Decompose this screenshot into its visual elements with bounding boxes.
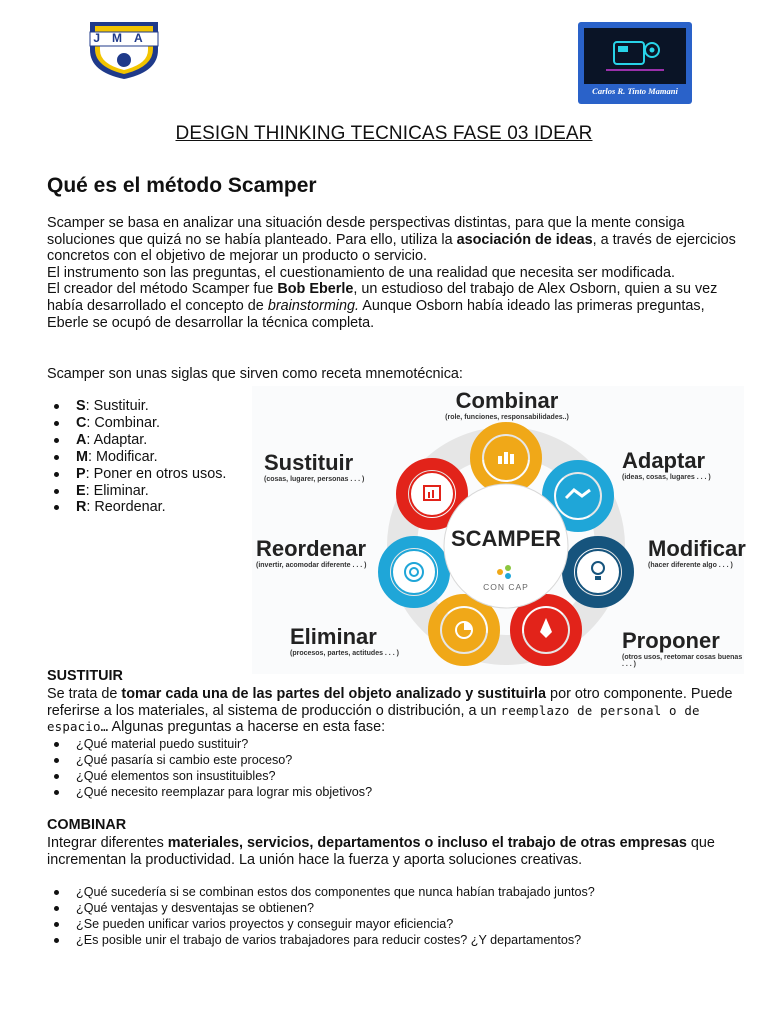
acronym-item	[48, 398, 258, 415]
combinar-text-c: que incrementan la productividad. La unión hace la fuerza y aporta soluciones creativas.	[47, 835, 715, 868]
acronym-letter: R	[76, 499, 87, 516]
label-reordenar	[256, 536, 384, 569]
label-modificar	[648, 536, 744, 569]
label-proponer	[622, 628, 744, 668]
p3-text-a: El creador del método Scamper fue	[47, 281, 278, 298]
question-item: ¿Qué sucedería si se combinan estos dos componentes que nunca habían trabajado juntos?	[48, 884, 738, 900]
school-logo-letters: JMA	[93, 31, 155, 45]
p1-text-c: , a través de ejercicios concretos con el objetivo de mejorar un producto o servicio.	[47, 231, 736, 265]
label-sustituir-title: Sustituir	[264, 450, 354, 475]
combinar-questions	[48, 884, 738, 948]
acronym-letter: C	[76, 414, 87, 431]
author-name: Carlos R. Tinto Mamani	[592, 86, 678, 96]
acronym-item	[48, 449, 258, 466]
intro-paragraph	[47, 215, 737, 331]
author-badge	[578, 22, 692, 104]
label-eliminar-title: Eliminar	[290, 624, 377, 649]
acronym-letter: A	[76, 431, 87, 448]
scamper-diagram	[252, 386, 744, 674]
label-proponer-sub: (otros usos, reetomar cosas buenas . . . )	[622, 654, 743, 668]
label-combinar-sub: (role, funciones, responsabilidades..)	[445, 414, 569, 421]
mnemonic-intro: Scamper son unas siglas que sirven como receta mnemotécnica:	[47, 366, 463, 382]
acronym-text: : Poner en otros usos.	[85, 465, 227, 482]
p2-text: El instrumento son las preguntas, el cuestionamiento de una realidad que necesita ser modificada.	[47, 264, 675, 281]
sustituir-text-c: por otro componente. Puede referirse a los materiales, al sistema de producción o distribución, a un	[47, 686, 733, 719]
author-badge-screen	[584, 28, 686, 84]
label-sustituir-sub: (cosas, lugarer, personas . . . )	[264, 476, 365, 483]
label-combinar-title: Combinar	[455, 388, 559, 413]
diagram-center-title: SCAMPER	[450, 526, 561, 551]
p1-bold: asociación de ideas	[456, 231, 593, 248]
acronym-letter: P	[76, 465, 86, 482]
label-combinar	[422, 388, 592, 421]
label-adaptar-sub: (ideas, cosas, lugares . . . )	[622, 474, 711, 481]
label-reordenar-title: Reordenar	[256, 536, 367, 561]
document-title: DESIGN THINKING TECNICAS FASE 03 IDEAR	[175, 123, 593, 144]
question-item: ¿Qué necesito reemplazar para lograr mis objetivos?	[48, 784, 738, 800]
label-eliminar-sub: (procesos, partes, actitudes . . . )	[290, 650, 399, 657]
acronym-item	[48, 432, 258, 449]
acronym-text: : Sustituir.	[85, 398, 149, 414]
label-eliminar	[290, 624, 430, 657]
question-item: ¿Es posible unir el trabajo de varios trabajadores para reducir costes? ¿Y departamentos?	[48, 932, 738, 948]
label-adaptar-title: Adaptar	[622, 448, 706, 473]
sustituir-bold: tomar cada una de las partes del objeto analizado y sustituirla	[121, 686, 547, 702]
question-item: ¿Qué elementos son insustituibles?	[48, 768, 738, 784]
acronym-letter: M	[76, 448, 88, 465]
combinar-heading: COMBINAR	[47, 817, 127, 833]
label-proponer-title: Proponer	[622, 628, 720, 653]
question-item: ¿Qué ventajas y desventajas se obtienen?	[48, 900, 738, 916]
label-modificar-sub: (hacer diferente algo . . . )	[648, 562, 733, 569]
p1-text-a: Scamper se basa en analizar una situación desde perspectivas distintas, para que la mente consiga soluciones que quizá no se había planteado. Para ello, utiliza la	[47, 215, 685, 248]
acronym-letter: S	[76, 398, 86, 414]
p3-text-c: , un estudioso del trabajo de Alex Osborn, quien a su vez había desarrollado el concepto de	[47, 281, 718, 314]
label-adaptar	[622, 448, 742, 481]
sustituir-text-a: Se trata de	[47, 686, 122, 702]
p3-italic: brainstorming.	[267, 297, 360, 314]
acronym-item	[48, 483, 258, 500]
label-sustituir	[264, 450, 384, 483]
sustituir-questions	[48, 736, 738, 800]
acronym-text: : Combinar.	[86, 414, 160, 431]
label-modificar-title: Modificar	[648, 536, 746, 561]
p3-bold: Bob Eberle	[277, 281, 354, 298]
acronym-item	[48, 415, 258, 432]
acronym-text: : Adaptar.	[86, 431, 148, 448]
diagram-center-logo: CON CAP	[483, 582, 529, 592]
sustituir-paragraph	[47, 686, 737, 736]
sustituir-mono: reemplazo de personal o de espacio…	[47, 702, 700, 735]
question-item: ¿Qué material puedo sustituir?	[48, 736, 738, 752]
acronym-text: : Eliminar.	[85, 482, 149, 499]
sustituir-text-d: Algunas preguntas a hacerse en esta fase:	[108, 719, 386, 736]
acronym-text: : Reordenar.	[86, 499, 166, 516]
p3-text-e: Aunque Osborn había ideado las primeras preguntas, Eberle se ocupó de desarrollar la técnica completa.	[47, 297, 705, 331]
combinar-text-a: Integrar diferentes	[47, 835, 168, 851]
acronym-list	[48, 398, 258, 516]
question-item: ¿Qué pasaría si cambio este proceso?	[48, 752, 738, 768]
combinar-bold: materiales, servicios, departamentos o incluso el trabajo de otras empresas	[167, 835, 687, 851]
acronym-letter: E	[76, 482, 86, 499]
acronym-item	[48, 499, 258, 516]
acronym-text: : Modificar.	[88, 448, 158, 465]
sustituir-heading: SUSTITUIR	[47, 668, 123, 684]
acronym-item	[48, 466, 258, 483]
question-item: ¿Se pueden unificar varios proyectos y conseguir mayor eficiencia?	[48, 916, 738, 932]
label-reordenar-sub: (invertir, acomodar diferente . . . )	[256, 562, 367, 569]
school-logo	[86, 16, 162, 80]
section-heading: Qué es el método Scamper	[47, 174, 317, 197]
combinar-paragraph	[47, 835, 737, 868]
